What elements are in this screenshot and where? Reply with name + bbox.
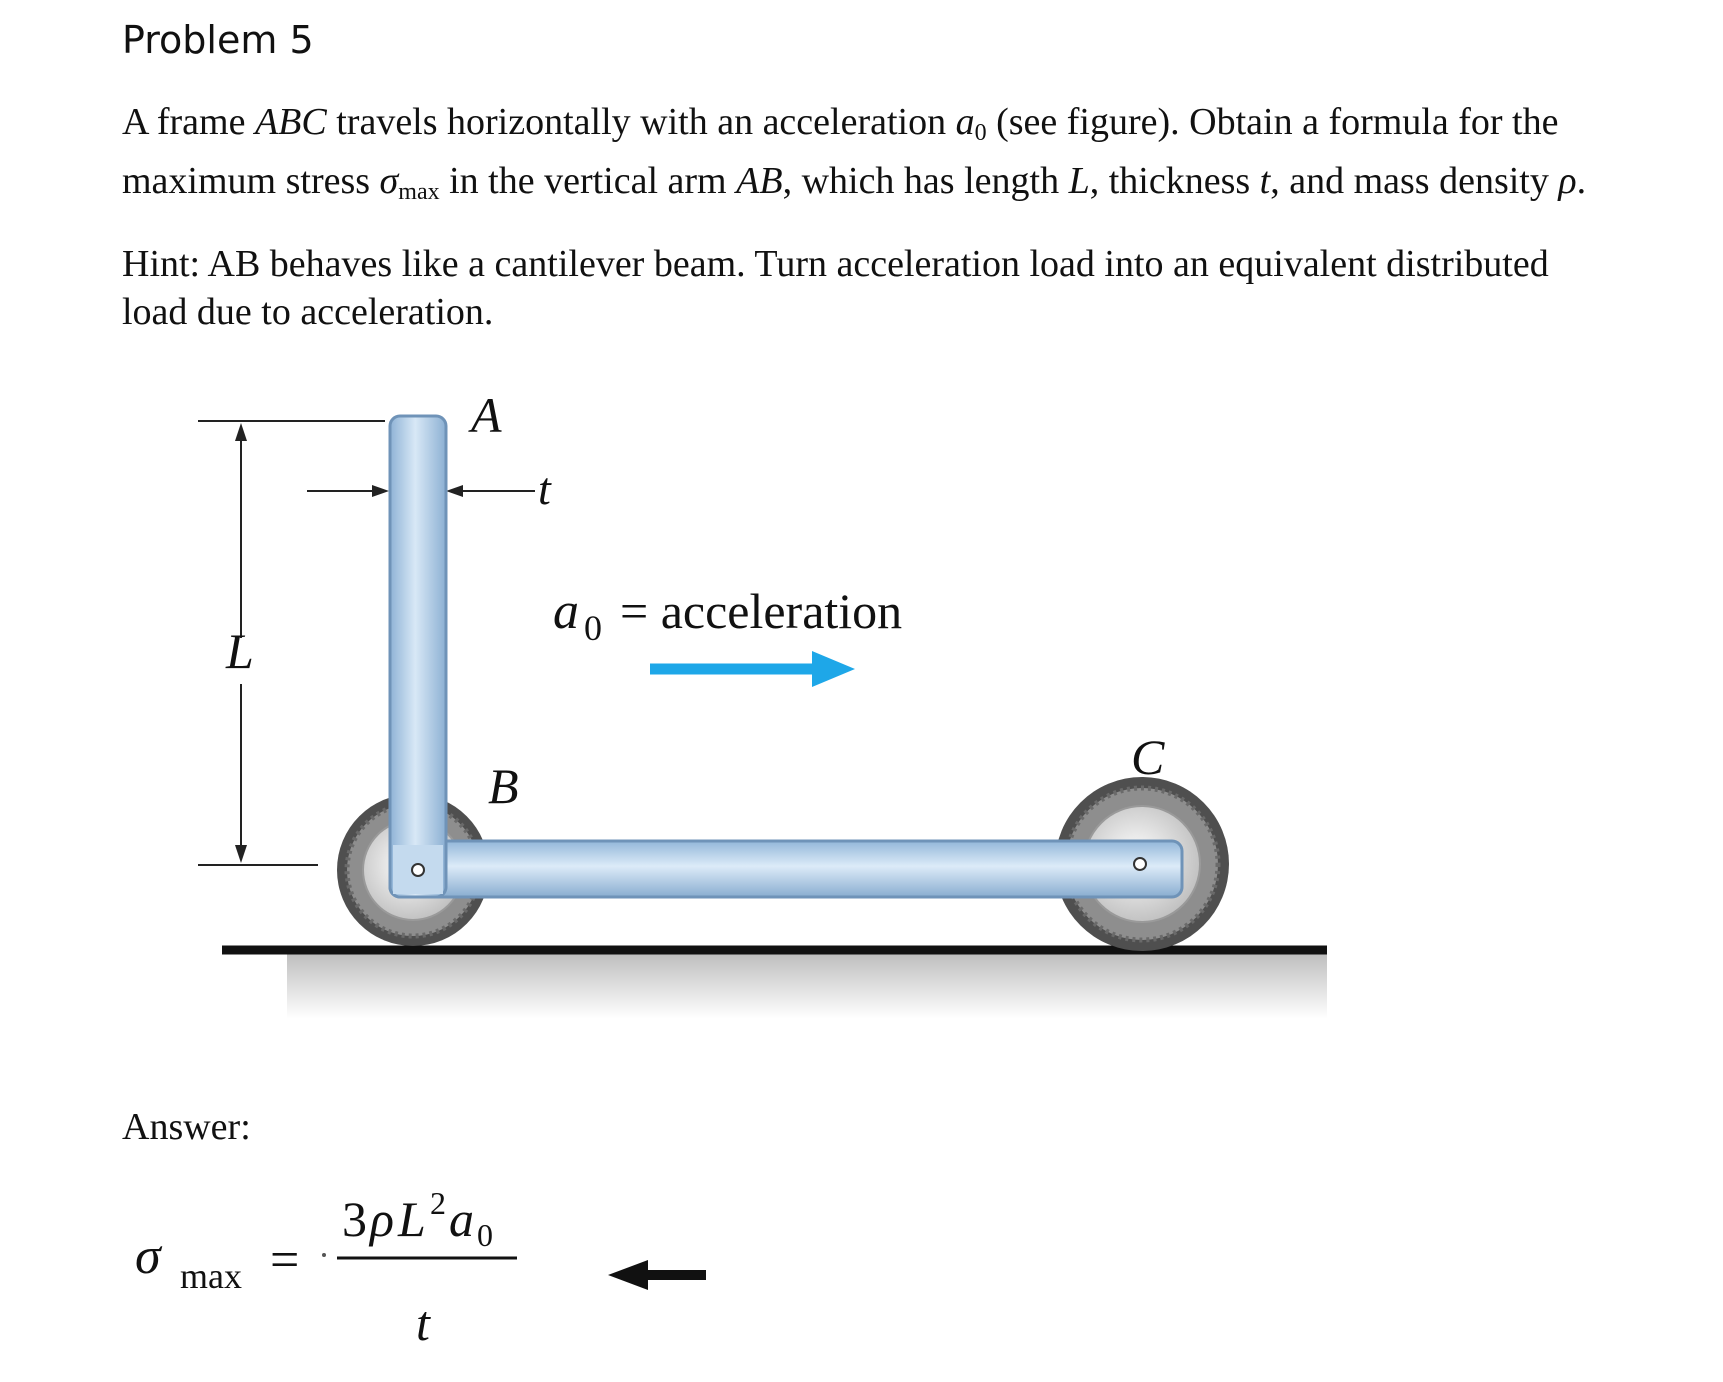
- accel-subscript: 0: [584, 608, 602, 648]
- pin-B: [412, 864, 424, 876]
- answer-den: t: [416, 1295, 430, 1351]
- answer-equals: =: [270, 1232, 300, 1289]
- statement-line-2: maximum stress $\sigma_{max}$ in the vertical arm AB, which has length L, thickness t, and mass density ρ.: [122, 160, 1587, 205]
- label-C: C: [1131, 729, 1165, 785]
- answer-num-a: a: [449, 1191, 474, 1247]
- answer-num-3: 3: [342, 1191, 367, 1247]
- accel-text: = acceleration: [620, 583, 903, 639]
- label-B: B: [488, 758, 519, 814]
- answer-arrow-head: [608, 1260, 648, 1290]
- t-arrow-left-head: [372, 485, 389, 497]
- answer-num-sup2: 2: [430, 1185, 446, 1221]
- answer-num-L: L: [398, 1191, 426, 1247]
- answer-formula: [135, 1185, 517, 1351]
- dim-arrow-up: [235, 423, 247, 441]
- accel-arrow-head: [812, 651, 855, 687]
- hint-line-1: Hint: AB behaves like a cantilever beam. Turn acceleration load into an equivalent distributed: [122, 243, 1549, 285]
- t-arrow-right-head: [446, 485, 463, 497]
- label-t: t: [538, 463, 551, 514]
- label-A: A: [471, 387, 502, 443]
- label-L: L: [226, 623, 254, 679]
- answer-num-sub0: 0: [477, 1217, 493, 1253]
- answer-label: Answer:: [122, 1106, 251, 1148]
- problem-title: Problem 5: [122, 18, 314, 62]
- pin-C: [1134, 858, 1146, 870]
- answer-sigma-sub: max: [180, 1256, 242, 1296]
- ground-shadow: [287, 953, 1327, 1019]
- arm-AB: [390, 416, 446, 897]
- answer-num-rho: ρ: [370, 1191, 394, 1247]
- arm-BC: [390, 841, 1182, 897]
- accel-symbol: a: [553, 583, 579, 640]
- hint-line-2: load due to acceleration.: [122, 291, 494, 333]
- statement-line-1: A frame ABC travels horizontally with an acceleration $a_0$ (see figure). Obtain a formula for the: [122, 101, 1559, 146]
- dim-arrow-down: [235, 845, 247, 863]
- answer-sigma: σ: [135, 1228, 161, 1285]
